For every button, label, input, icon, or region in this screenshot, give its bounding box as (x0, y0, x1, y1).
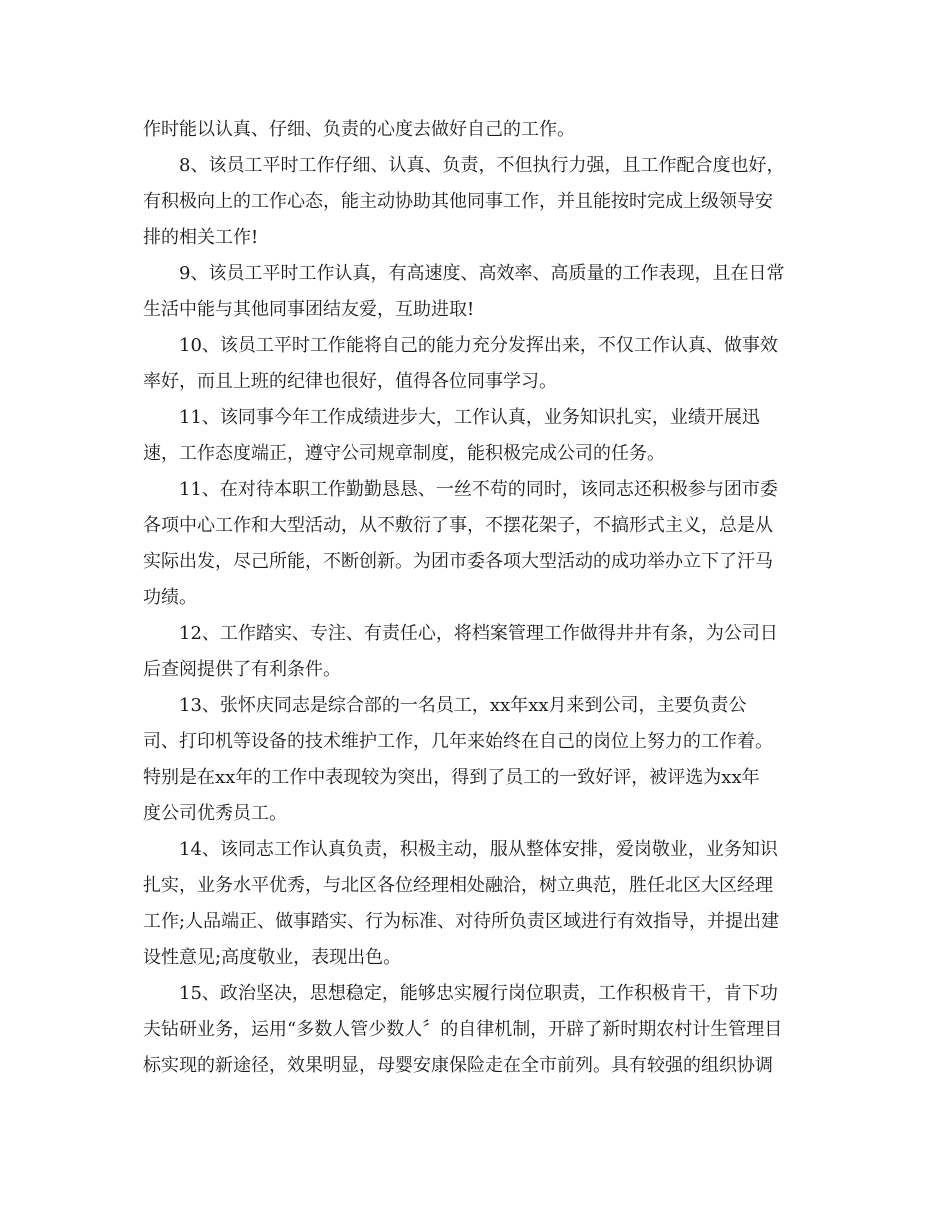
text-line: 12、工作踏实、专注、有责任心，将档案管理工作做得井井有条，为公司日 (143, 623, 778, 644)
text-line: 14、该同志工作认真负责，积极主动，服从整体安排，爱岗敬业，业务知识 (143, 839, 778, 860)
document-body (143, 112, 808, 1084)
text-line: 速，工作态度端正，遵守公司规章制度，能积极完成公司的任务。 (143, 443, 665, 464)
text-line: 功绩。 (143, 587, 197, 608)
text-line: 夫钻研业务，运用“多数人管少数人〞的自律机制，开辟了新时期农村计生管理目 (143, 1019, 783, 1040)
text-line: 工作;人品端正、做事踏实、行为标准、对待所负责区域进行有效指导，并提出建 (143, 911, 780, 932)
text-line: 特别是在xx年的工作中表现较为突出，得到了员工的一致好评，被评选为xx年 (143, 767, 760, 788)
text-line: 设性意见;高度敬业，表现出色。 (143, 947, 402, 968)
text-line: 排的相关工作! (143, 227, 259, 248)
text-line: 11、该同事今年工作成绩进步大，工作认真，业务知识扎实，业绩开展迅 (143, 407, 760, 428)
text-line: 扎实，业务水平优秀，与北区各位经理相处融洽，树立典范，胜任北区大区经理 (143, 875, 773, 896)
text-line: 9、该员工平时工作认真，有高速度、高效率、高质量的工作表现，且在日常 (143, 263, 785, 284)
text-line: 15、政治坚决，思想稳定，能够忠实履行岗位职责，工作积极肯干，肯下功 (143, 983, 778, 1004)
text-line: 11、在对待本职工作勤勤恳恳、一丝不苟的同时，该同志还积极参与团市委 (143, 479, 778, 500)
text-line: 司、打印机等设备的技术维护工作，几年来始终在自己的岗位上努力的工作着。 (143, 731, 773, 752)
text-line: 度公司优秀员工。 (143, 803, 287, 824)
text-line: 实际出发，尽己所能，不断创新。为团市委各项大型活动的成功举办立下了汗马 (143, 551, 773, 572)
text-line: 生活中能与其他同事团结友爱，互助进取! (143, 299, 475, 320)
text-line: 后查阅提供了有利条件。 (143, 659, 341, 680)
text-line: 8、该员工平时工作仔细、认真、负责，不但执行力强，且工作配合度也好， (143, 155, 785, 176)
text-line: 作时能以认真、仔细、负责的心度去做好自己的工作。 (143, 119, 575, 140)
text-line: 标实现的新途径，效果明显，母婴安康保险走在全市前列。具有较强的组织协调 (143, 1055, 773, 1076)
text-line: 有积极向上的工作心态，能主动协助其他同事工作，并且能按时完成上级领导安 (143, 191, 773, 212)
text-line: 率好，而且上班的纪律也很好，值得各位同事学习。 (143, 371, 557, 392)
text-line: 13、张怀庆同志是综合部的一名员工，xx年xx月来到公司，主要负责公 (143, 695, 747, 716)
text-line: 各项中心工作和大型活动，从不敷衍了事，不摆花架子，不搞形式主义，总是从 (143, 515, 773, 536)
text-line: 10、该员工平时工作能将自己的能力充分发挥出来，不仅工作认真、做事效 (143, 335, 778, 356)
